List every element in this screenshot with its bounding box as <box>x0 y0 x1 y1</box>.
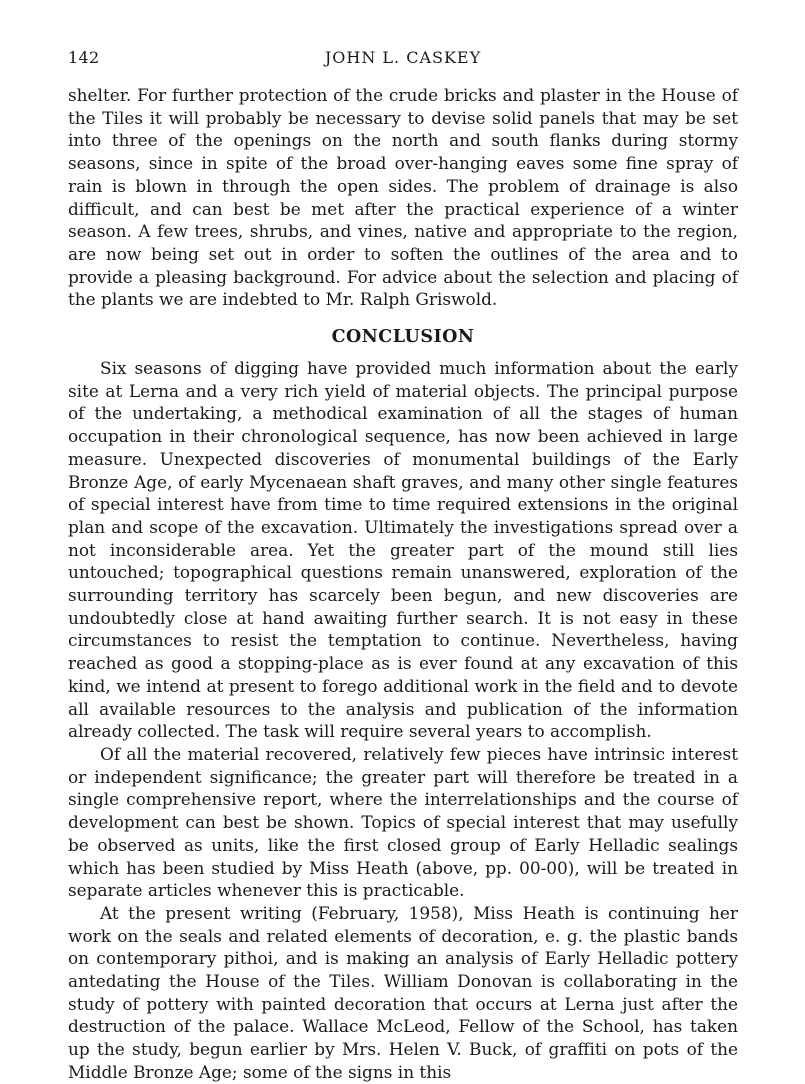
opening-paragraph: shelter. For further protection of the crude bricks and plaster in the House of the Tiles it will probably be necessary to devise solid panels that may be set into three of the openings on the north and south flanks during stormy seasons, since in spite of the broad over-hanging eaves some fine spray of rain is blown in through the open sides. The problem of drainage is also difficult, and can best be met after the practical experience of a winter season. A few trees, shrubs, and vines, native and appropriate to the region, are now being set out in order to soften the outlines of the area and to provide a pleasing background. For advice about the selection and placing of the plants we are indebted to Mr. Ralph Griswold. <box>68 85 738 310</box>
paragraph: At the present writing (February, 1958), Miss Heath is continuing her work on the seals and related elements of decoration, e. g. the plastic bands on contemporary pithoi, and is making an analysis of Early Helladic pottery antedating the House of the Tiles. William Donovan is collaborating in the study of pottery with painted decoration that occurs at Lerna just after the destruction of the palace. Wallace McLeod, Fellow of the School, has taken up the study, begun earlier by Mrs. Helen V. Buck, of graffiti on pots of the Middle Bronze Age; some of the signs in this <box>68 902 738 1082</box>
paragraph: Of all the material recovered, relatively few pieces have intrinsic interest or independent significance; the greater part will therefore be treated in a single comprehensive report, where the interrelationships and the course of development can best be shown. Topics of special interest that may usefully be observed as units, like the first closed group of Early Helladic sealings which has been studied by Miss Heath (above, pp. 00-00), will be treated in separate articles whenever this is practicable. <box>68 743 738 901</box>
running-head <box>68 42 738 72</box>
paragraph: Six seasons of digging have provided much information about the early site at Lerna and a very rich yield of material objects. The principal purpose of the undertaking, a methodical examination of all the stages of human occupation in their chronological sequence, has now been achieved in large measure. Unexpected discoveries of monumental buildings of the Early Bronze Age, of early Mycenaean shaft graves, and many other single features of special interest have from time to time required extensions in the original plan and scope of the excavation. Ultimately the investigations spread over a not inconsiderable area. Yet the greater part of the mound still lies untouched; topographical questions remain unanswered, exploration of the surrounding territory has scarcely been begun, and new discoveries are undoubtedly close at hand awaiting further search. It is not easy in these circumstances to resist the temptation to continue. Nevertheless, having reached as good a stopping-place as is ever found at any excavation of this kind, we intend at present to forego additional work in the field and to devote all available resources to the analysis and publication of the information already collected. The task will require several years to accomplish. <box>68 358 738 742</box>
page-number: 142 <box>68 48 100 67</box>
document-page <box>68 42 738 1084</box>
section-heading: CONCLUSION <box>331 327 475 348</box>
running-title: JOHN L. CASKEY <box>324 48 482 67</box>
